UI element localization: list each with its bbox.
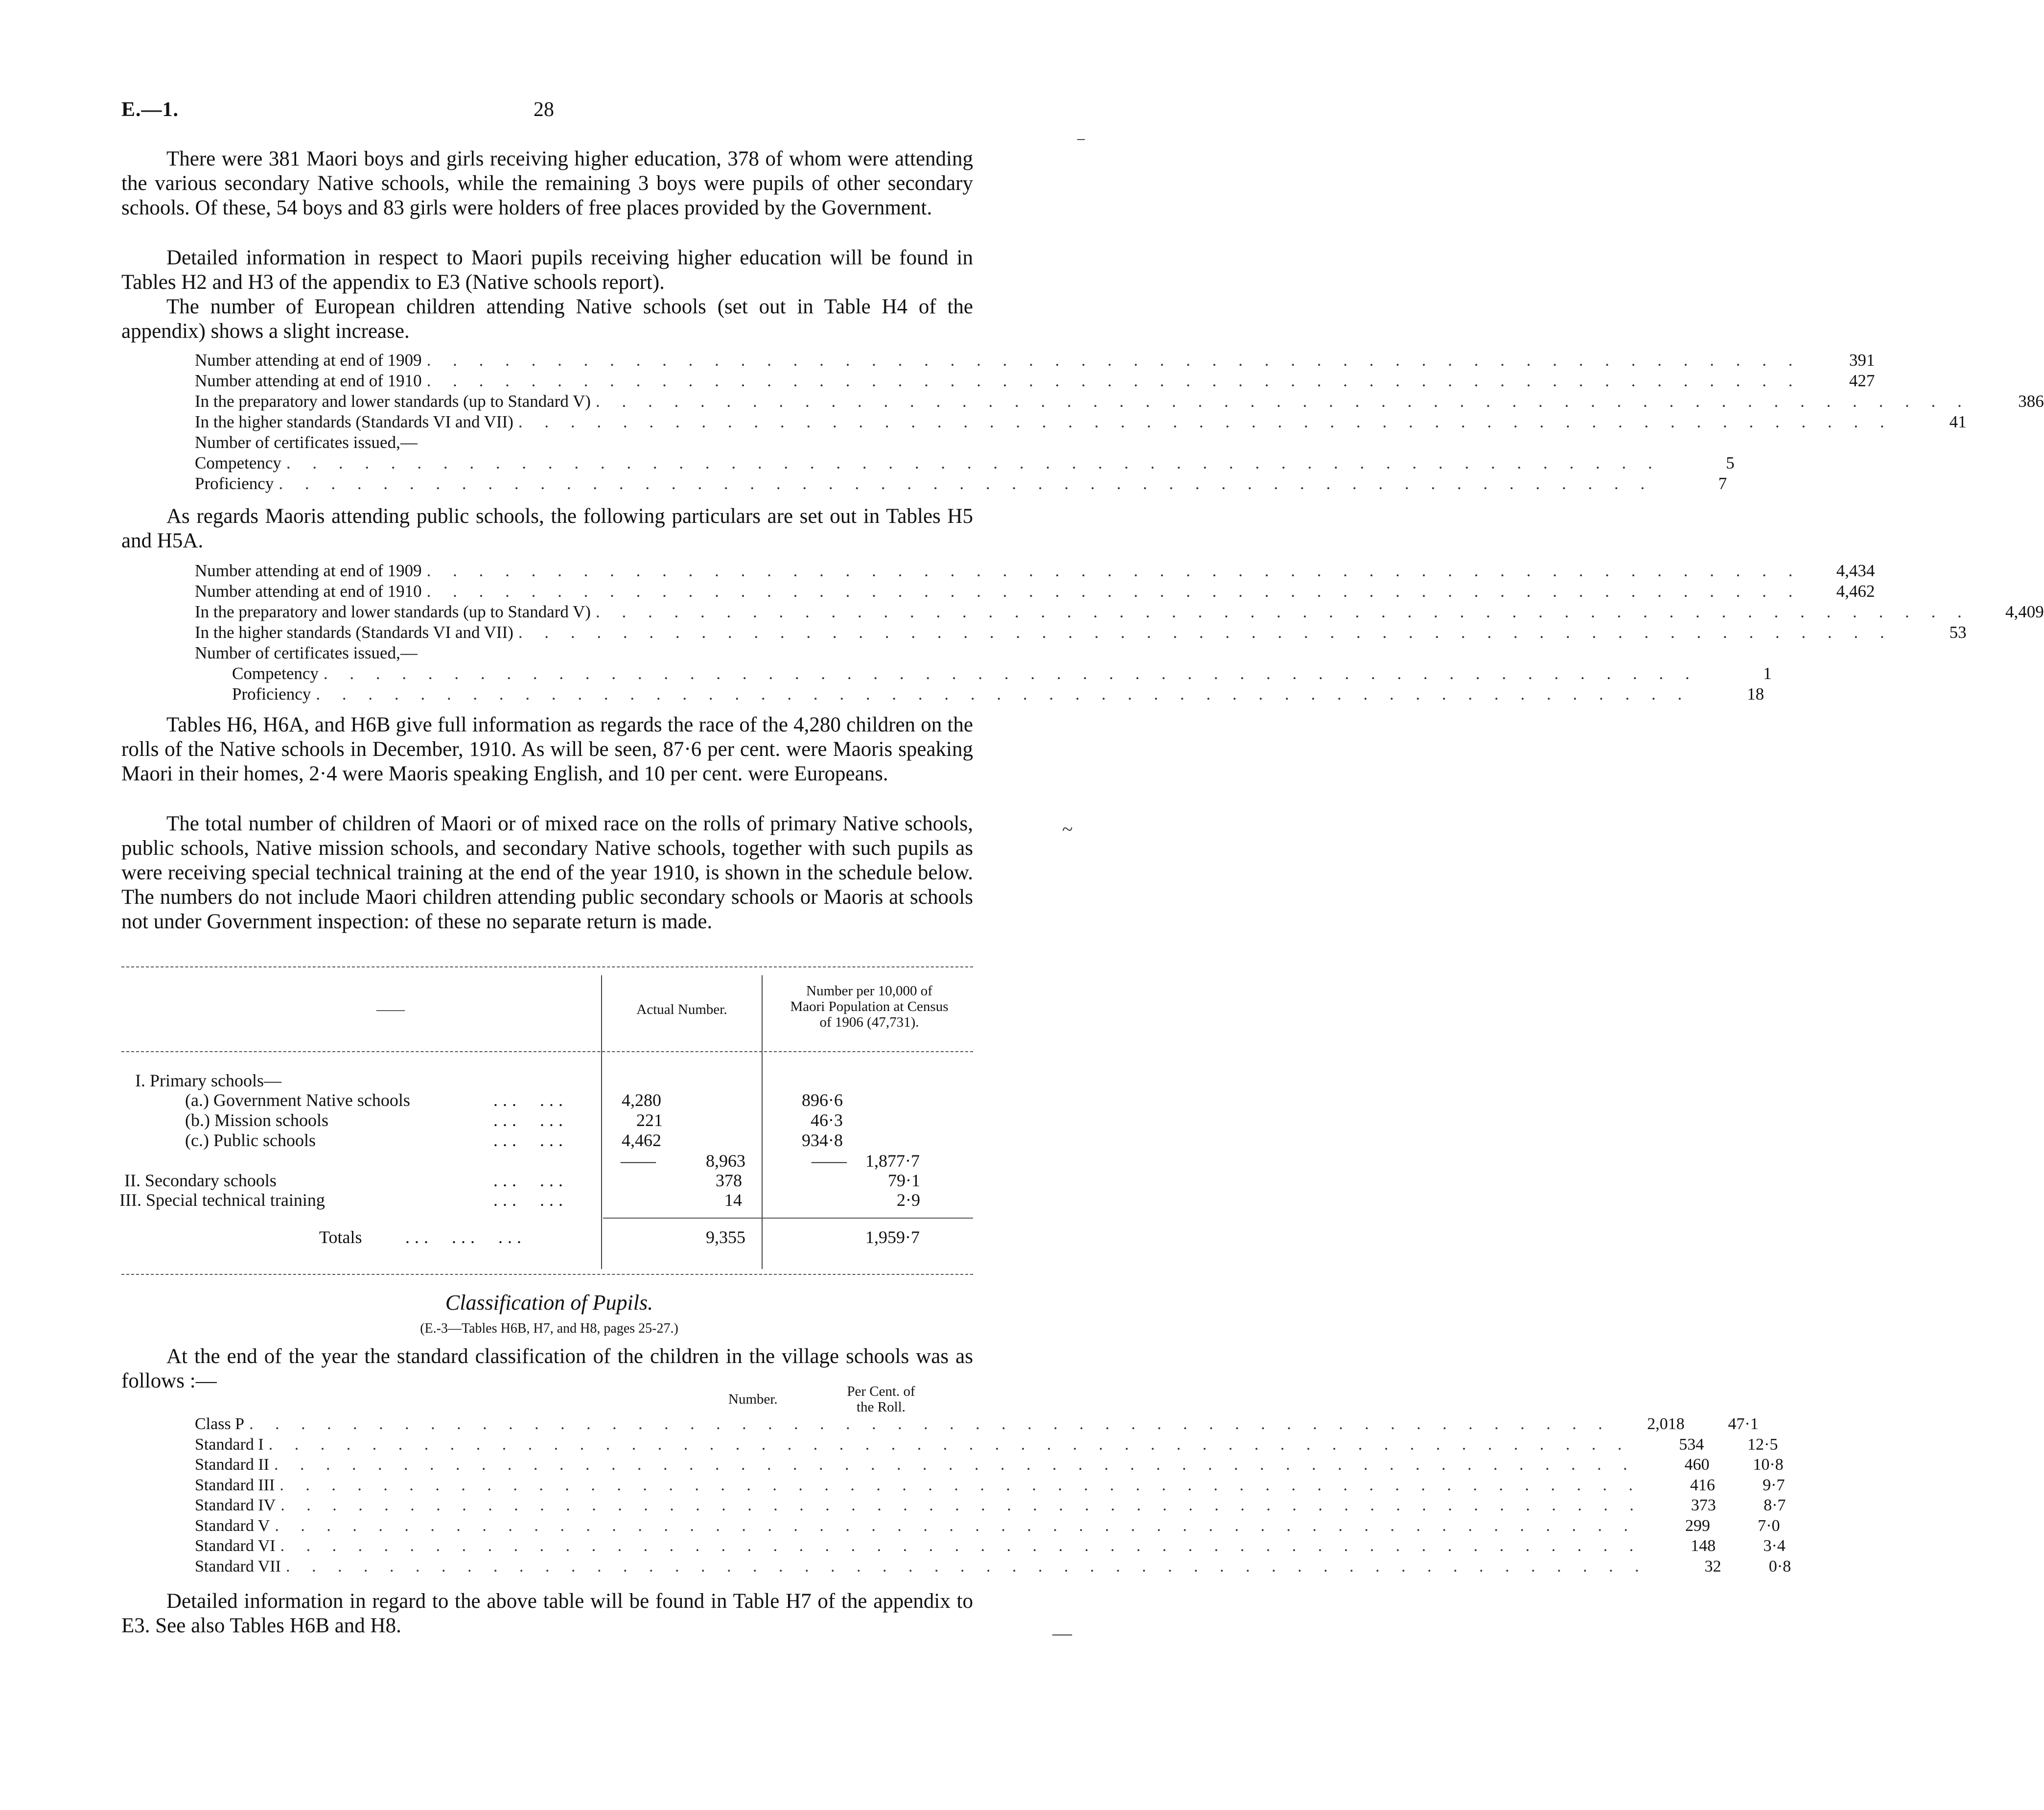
- list-item: Proficiency . . . . . . . . . . . . . . . . . . . . . . . . . . . . . . . . . . . . . . . . . . . . . . . . . . . . . 7: [195, 474, 1727, 493]
- list-item: Number attending at end of 1909 . . . . . . . . . . . . . . . . . . . . . . . . . . . . . . . . . . . . . . . . . . . . . . . . . . . . . 391: [195, 351, 1875, 370]
- table-rule: [121, 966, 973, 967]
- maori-public-schools-list: [195, 561, 2044, 705]
- actual-technical: 14: [724, 1190, 742, 1210]
- table-rule: [121, 1051, 973, 1052]
- list-item: Standard II . . . . . . . . . . . . . . . . . . . . . . . . . . . . . . . . . . . . . . . . . . . . . . . . . . . . . 460 10·8: [195, 1456, 1784, 1474]
- per-secondary: 79·1: [888, 1171, 920, 1190]
- paragraph-european-children: The number of European children attending Native schools (set out in Table H4 of the appendix) shows a slight increase.: [121, 295, 973, 343]
- row-label-mission: (b.) Mission schools: [185, 1110, 329, 1130]
- list-item: Standard V . . . . . . . . . . . . . . . . . . . . . . . . . . . . . . . . . . . . . . . . . . . . . . . . . . . . . 299 7·0: [195, 1516, 1780, 1535]
- leader-dots: ... ...: [493, 1190, 568, 1210]
- paragraph-classification-closing: Detailed information in regard to the above table will be found in Table H7 of the appendix to E3. See also Tables H6B and H8.: [121, 1590, 973, 1637]
- stub-column-header: ——: [376, 1002, 405, 1017]
- column-divider: [601, 975, 602, 1269]
- per-technical: 2·9: [897, 1190, 920, 1210]
- actual-mission: 221: [636, 1110, 663, 1130]
- totals-label: Totals: [319, 1227, 362, 1247]
- per-10000-header: Number per 10,000 of Maori Population at Census of 1906 (47,731).: [790, 983, 949, 1030]
- list-item: Number of certificates issued,—: [195, 433, 418, 452]
- subtotal-dash: ——: [621, 1151, 656, 1171]
- paragraph-detailed-info: Detailed information in respect to Maori pupils receiving higher education will be found in Tables H2 and H3 of the appendix to E3 (Native schools report).: [121, 246, 973, 294]
- leader-dots: ... ...: [493, 1130, 568, 1150]
- european-children-list: [195, 351, 2044, 494]
- paragraph-total-number: The total number of children of Maori or of mixed race on the rolls of primary Native schools, public schools, Native mission schools, and secondary Native schools, together with such pupils as were receiving special technical training at the end of the year 1910, is shown in the schedule below. The numbers do not include Maori children attending public secondary schools or Maoris at schools not under Government inspection: of these no separate return is made.: [121, 812, 973, 933]
- margin-mark: ~: [1062, 818, 1073, 840]
- list-item: Standard VII . . . . . . . . . . . . . . . . . . . . . . . . . . . . . . . . . . . . . . . . . . . . . . . . . . . . . 32 0·8: [195, 1557, 1791, 1575]
- subtotal-dash: ——: [812, 1151, 847, 1171]
- primary-schools-heading: I. Primary schools—: [135, 1071, 281, 1090]
- table-rule: [121, 1274, 973, 1275]
- primary-subtotal-per: 1,877·7: [865, 1151, 920, 1171]
- number-column-header: Number.: [728, 1391, 778, 1407]
- list-item: In the preparatory and lower standards (up to Standard V) . . . . . . . . . . . . . . . . . . . . . . . . . . . . . . . . . . . . . . . . . . . . . . . . . . . . . 4,409: [195, 602, 2044, 621]
- table-rule: [603, 1218, 973, 1219]
- list-item: In the higher standards (Standards VI and VII) . . . . . . . . . . . . . . . . . . . . . . . . . . . . . . . . . . . . . . . . . . . . . . . . . . . . . 41: [195, 412, 1967, 431]
- leader-dots: ... ...: [493, 1110, 568, 1130]
- list-item: Standard I . . . . . . . . . . . . . . . . . . . . . . . . . . . . . . . . . . . . . . . . . . . . . . . . . . . . . 534 12·5: [195, 1435, 1778, 1454]
- paragraph-race-tables: Tables H6, H6A, and H6B give full information as regards the race of the 4,280 children on the rolls of the Native schools in December, 1910. As will be seen, 87·6 per cent. were Maoris speaking Maori in their homes, 2·4 were Maoris speaking English, and 10 per cent. were Europeans.: [121, 713, 973, 785]
- list-item: Competency . . . . . . . . . . . . . . . . . . . . . . . . . . . . . . . . . . . . . . . . . . . . . . . . . . . . . 1: [232, 664, 1772, 683]
- list-item: Standard III . . . . . . . . . . . . . . . . . . . . . . . . . . . . . . . . . . . . . . . . . . . . . . . . . . . . . 416 9·7: [195, 1476, 1785, 1494]
- percent-column-header: Per Cent. of the Roll.: [847, 1384, 915, 1415]
- list-item: Number attending at end of 1910 . . . . . . . . . . . . . . . . . . . . . . . . . . . . . . . . . . . . . . . . . . . . . . . . . . . . . 4,462: [195, 582, 1875, 601]
- list-item: Number of certificates issued,—: [195, 643, 418, 662]
- list-item: In the preparatory and lower standards (up to Standard V) . . . . . . . . . . . . . . . . . . . . . . . . . . . . . . . . . . . . . . . . . . . . . . . . . . . . . 386: [195, 392, 2044, 411]
- paragraph-classification-intro: At the end of the year the standard classification of the children in the village schools was as follows :—: [121, 1345, 973, 1392]
- actual-number-header: Actual Number.: [636, 1002, 727, 1017]
- list-item: Number attending at end of 1910 . . . . . . . . . . . . . . . . . . . . . . . . . . . . . . . . . . . . . . . . . . . . . . . . . . . . . 427: [195, 371, 1875, 390]
- per-mission: 46·3: [811, 1110, 843, 1130]
- paragraph-maori-public-schools: As regards Maoris attending public schools, the following particulars are set out in Tables H5 and H5A.: [121, 505, 973, 552]
- per-government-native: 896·6: [802, 1090, 843, 1110]
- row-label-secondary: II. Secondary schools: [124, 1171, 277, 1190]
- list-item: Proficiency . . . . . . . . . . . . . . . . . . . . . . . . . . . . . . . . . . . . . . . . . . . . . . . . . . . . . 18: [232, 684, 1765, 704]
- page-number: 28: [534, 98, 554, 121]
- list-item: Class P . . . . . . . . . . . . . . . . . . . . . . . . . . . . . . . . . . . . . . . . . . . . . . . . . . . . . 2,018 47·1: [195, 1415, 1759, 1433]
- row-label-public: (c.) Public schools: [185, 1130, 316, 1150]
- list-item: In the higher standards (Standards VI and VII) . . . . . . . . . . . . . . . . . . . . . . . . . . . . . . . . . . . . . . . . . . . . . . . . . . . . . 53: [195, 623, 1967, 642]
- list-item: Standard IV . . . . . . . . . . . . . . . . . . . . . . . . . . . . . . . . . . . . . . . . . . . . . . . . . . . . . 373 8·7: [195, 1496, 1786, 1514]
- section-subtitle-classification: (E.-3—Tables H6B, H7, and H8, pages 25-27.): [420, 1321, 678, 1336]
- row-label-government-native: (a.) Government Native schools: [185, 1090, 410, 1110]
- totals-per: 1,959·7: [865, 1227, 920, 1247]
- column-divider: [762, 975, 763, 1269]
- section-title-classification: Classification of Pupils.: [445, 1291, 653, 1315]
- report-code: E.—1.: [121, 98, 179, 121]
- totals-actual: 9,355: [706, 1227, 745, 1247]
- leader-dots: ... ...: [493, 1090, 568, 1110]
- actual-public: 4,462: [622, 1130, 661, 1150]
- row-label-technical: III. Special technical training: [119, 1190, 325, 1210]
- margin-mark: ⁻: [1076, 132, 1087, 154]
- actual-government-native: 4,280: [622, 1090, 661, 1110]
- list-item: Standard VI . . . . . . . . . . . . . . . . . . . . . . . . . . . . . . . . . . . . . . . . . . . . . . . . . . . . . 148 3·4: [195, 1537, 1786, 1555]
- per-public: 934·8: [802, 1130, 843, 1150]
- classification-list: [195, 1415, 1791, 1577]
- actual-secondary: 378: [716, 1171, 742, 1190]
- leader-dots: ... ...: [493, 1171, 568, 1190]
- list-item: Number attending at end of 1909 . . . . . . . . . . . . . . . . . . . . . . . . . . . . . . . . . . . . . . . . . . . . . . . . . . . . . 4,434: [195, 561, 1875, 580]
- leader-dots: ... ... ...: [405, 1227, 526, 1247]
- paragraph-higher-education: There were 381 Maori boys and girls receiving higher education, 378 of whom were attending the various secondary Native schools, while the remaining 3 boys were pupils of other secondary schools. Of these, 54 boys and 83 girls were holders of free places provided by the Government.: [121, 147, 973, 219]
- primary-subtotal-actual: 8,963: [706, 1151, 745, 1171]
- list-item: Competency . . . . . . . . . . . . . . . . . . . . . . . . . . . . . . . . . . . . . . . . . . . . . . . . . . . . . 5: [195, 453, 1735, 472]
- schedule-table: [121, 961, 973, 1279]
- margin-mark: —: [1052, 1622, 1072, 1644]
